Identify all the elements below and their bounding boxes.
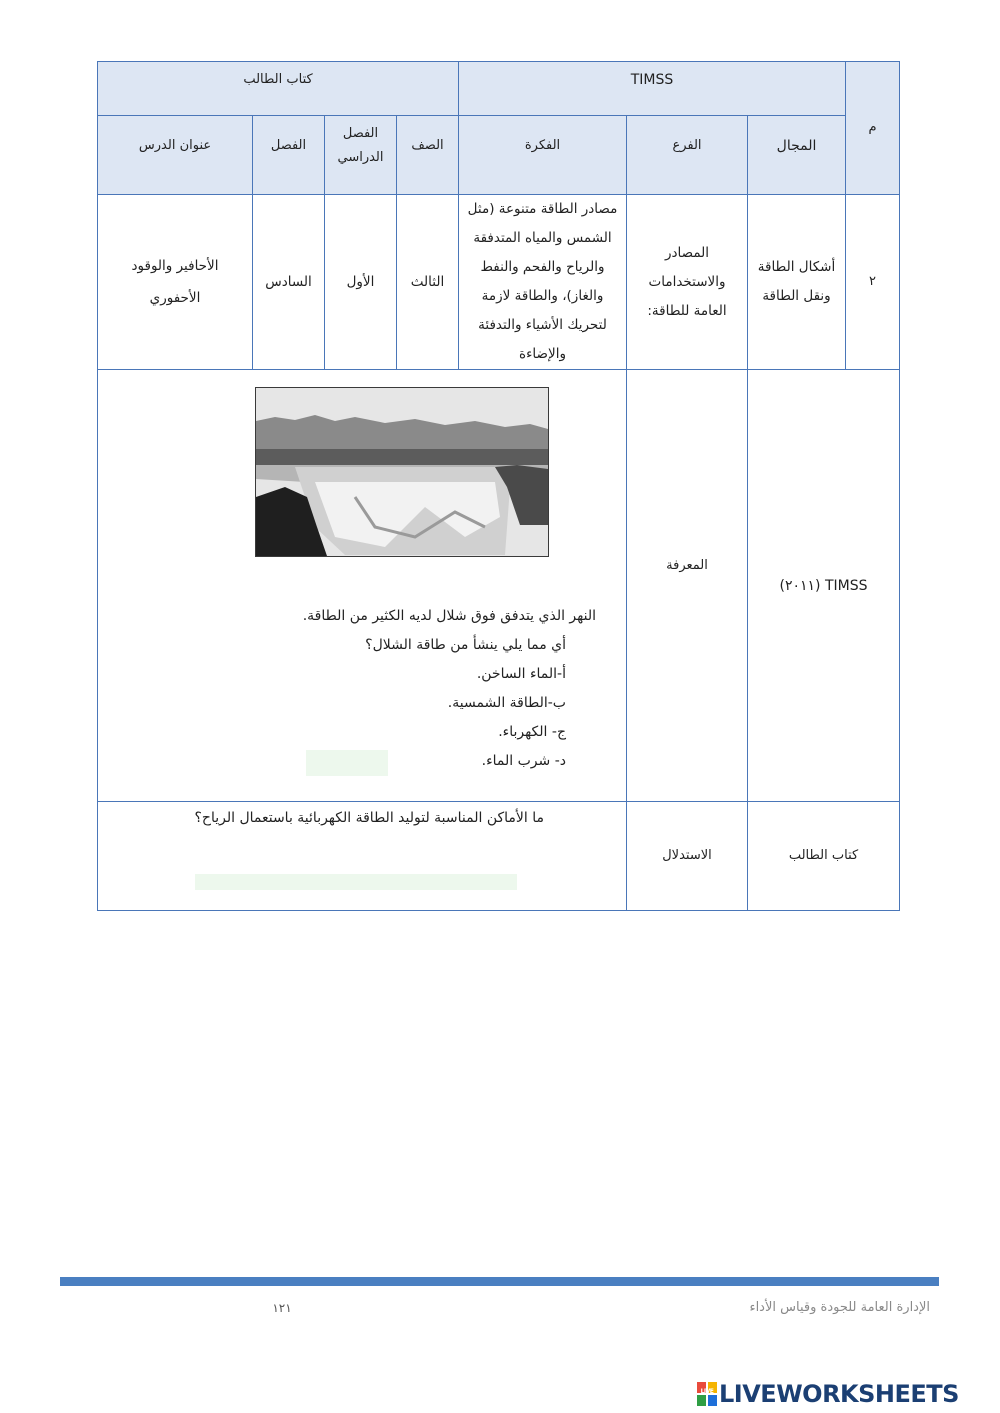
- row-chapter-value: السادس: [265, 274, 312, 290]
- row-domain: [747, 194, 846, 370]
- row-grade: [396, 194, 459, 370]
- q1-source-value: TIMSS (٢٠١١): [779, 577, 868, 594]
- footer-org: الإدارة العامة للجودة وقياس الأداء: [749, 1300, 930, 1315]
- header-lesson-title: [97, 115, 253, 195]
- row-idea: [458, 194, 627, 370]
- q1-level: [626, 369, 748, 802]
- q1-option-a: أ-الماء الساخن.: [476, 666, 566, 682]
- header-student-book-label: كتاب الطالب: [243, 72, 313, 87]
- q2-content: [97, 801, 627, 911]
- header-grade: [396, 115, 459, 195]
- q1-question: أي مما يلي ينشأ من طاقة الشلال؟: [365, 637, 566, 653]
- q1-answer-box[interactable]: [306, 750, 388, 776]
- q1-content: [97, 369, 627, 802]
- row-branch-value: المصادر والاستخدامات العامة للطاقة:: [647, 244, 727, 319]
- brand-badge-text: LIVE: [700, 1388, 714, 1395]
- q2-answer-box[interactable]: [195, 874, 517, 890]
- header-chapter: [252, 115, 325, 195]
- header-semester-label: الفصل الدراسي: [337, 126, 384, 165]
- row-grade-value: الثالث: [410, 274, 445, 290]
- q2-level: [626, 801, 748, 911]
- q1-option-b: ب-الطاقة الشمسية.: [447, 695, 566, 711]
- header-domain: [747, 115, 846, 195]
- row-m: [845, 194, 900, 370]
- footer-page-number: ١٢١: [272, 1301, 292, 1315]
- header-student-book: [97, 61, 459, 116]
- row-chapter: [252, 194, 325, 370]
- row-m-value: ٢: [869, 274, 876, 289]
- header-branch-label: الفرع: [672, 138, 702, 153]
- q2-source-value: كتاب الطالب: [788, 848, 859, 863]
- q1-option-c: ج- الكهرباء.: [498, 724, 566, 740]
- header-idea: [458, 115, 627, 195]
- footer-bar: [60, 1277, 939, 1286]
- row-branch: [626, 194, 748, 370]
- waterfall-image: [255, 387, 549, 557]
- header-domain-label: المجال: [776, 138, 817, 154]
- q1-level-value: المعرفة: [666, 557, 708, 573]
- q1-option-d: د- شرب الماء.: [481, 753, 566, 769]
- header-branch: [626, 115, 748, 195]
- brand-logo[interactable]: [697, 1380, 997, 1408]
- header-grade-label: الصف: [411, 138, 444, 153]
- header-timss-label: TIMSS: [630, 72, 674, 88]
- header-chapter-label: الفصل: [270, 138, 307, 153]
- row-semester-value: الأول: [346, 274, 375, 290]
- row-semester: [324, 194, 397, 370]
- q2-level-value: الاستدلال: [662, 848, 712, 863]
- q2-source: [747, 801, 900, 911]
- q1-stem: النهر الذي يتدفق فوق شلال لديه الكثير من الطاقة.: [302, 608, 596, 624]
- header-semester: [324, 115, 397, 195]
- header-lesson-title-label: عنوان الدرس: [138, 138, 212, 153]
- header-m: [845, 61, 900, 195]
- row-idea-value: مصادر الطاقة متنوعة (مثل الشمس والمياه المتدفقة والرياح والفحم والنفط والغاز)، والطاقة لازمة لتحريك الأشياء والتدفئة والإضاءة: [467, 201, 618, 362]
- row-domain-value: أشكال الطاقة ونقل الطاقة: [757, 259, 836, 304]
- q2-question: ما الأماكن المناسبة لتوليد الطاقة الكهربائية باستعمال الرياح؟: [194, 810, 544, 826]
- row-lesson-title: [97, 194, 253, 370]
- q1-source: [747, 369, 900, 802]
- row-lesson-title-value: الأحافير والوقود الأحفوري: [131, 258, 219, 306]
- brand-name: LIVEWORKSHEETS: [719, 1380, 959, 1408]
- header-idea-label: الفكرة: [524, 138, 561, 153]
- header-m-label: م: [868, 120, 877, 135]
- header-timss: [458, 61, 846, 116]
